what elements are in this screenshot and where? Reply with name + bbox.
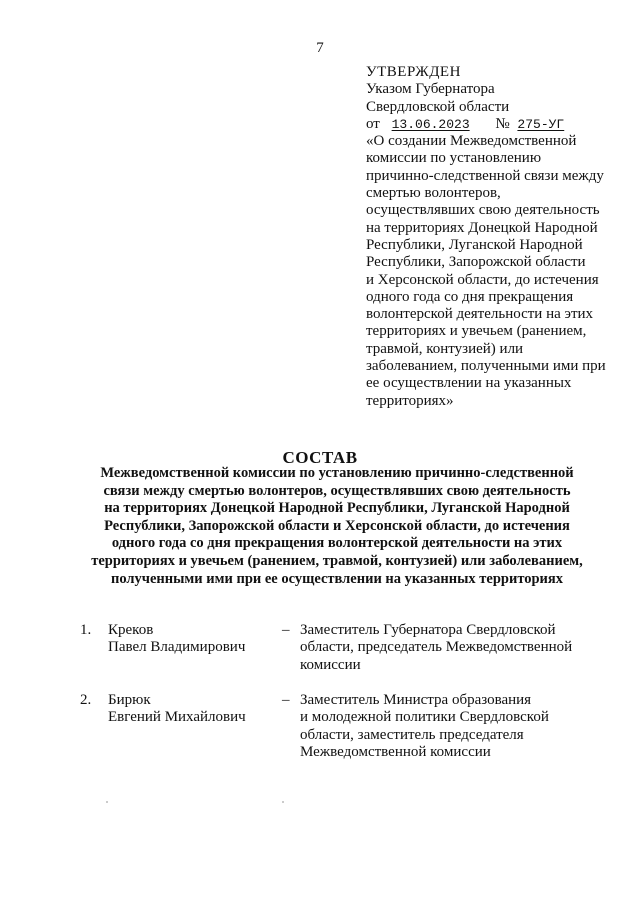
decree-date-number-line xyxy=(366,116,616,133)
member-dash: – xyxy=(282,692,290,708)
subtitle-line: территориях и увечьем (ранением, травмой, контузией) или заболеванием, xyxy=(91,552,583,569)
position-line: Заместитель Губернатора Свердловской xyxy=(300,622,556,638)
approval-block xyxy=(366,64,616,410)
decree-title-line: территориях» xyxy=(366,392,454,409)
member-row xyxy=(0,622,640,692)
position-line: комиссии xyxy=(300,656,361,673)
decree-title-line: заболеванием, полученными ими при xyxy=(366,358,606,375)
date-prefix: от xyxy=(366,115,380,132)
decree-title-line: смертью волонтеров, xyxy=(366,185,501,202)
decree-title-line: Республики, Запорожской области xyxy=(366,254,586,271)
decree-title-line: ее осуществлении на указанных xyxy=(366,375,572,392)
document-subtitle xyxy=(82,465,592,588)
decree-issuer-line: Указом Губернатора xyxy=(366,81,495,98)
subtitle-line: одного года со дня прекращения волонтерской деятельности на этих xyxy=(111,535,563,552)
member-number: 2. xyxy=(80,692,92,708)
number-prefix: № xyxy=(495,115,510,132)
decree-title-line: Республики, Луганской Народной xyxy=(366,236,583,253)
subtitle-line: на территориях Донецкой Народной Республики, Луганской Народной xyxy=(104,500,570,517)
decree-title-line: волонтерской деятельности на этих xyxy=(366,306,594,323)
decree-region-line: Свердловской области xyxy=(366,98,510,115)
decree-title-line: и Херсонской области, до истечения xyxy=(366,271,599,288)
decree-title-line: травмой, контузией) или xyxy=(366,340,524,357)
decree-title-line: причинно-следственной связи между xyxy=(366,167,604,184)
member-position xyxy=(300,692,590,761)
subtitle-line: связи между смертью волонтеров, осуществлявших свою деятельность xyxy=(103,482,571,499)
position-line: области, заместитель председателя xyxy=(300,726,524,743)
member-given-names: Павел Владимирович xyxy=(108,639,246,656)
member-row xyxy=(0,692,640,762)
member-number: 1. xyxy=(80,622,92,638)
member-dash: – xyxy=(282,622,290,638)
subtitle-line: Республики, Запорожской области и Херсонской области, до истечения xyxy=(104,517,570,534)
decree-title-line: на территориях Донецкой Народной xyxy=(366,219,598,236)
member-surname: Креков xyxy=(108,622,154,638)
subtitle-line: Межведомственной комиссии по установлению причинно-следственной xyxy=(100,465,574,481)
document-title: СОСТАВ xyxy=(282,448,358,467)
member-name xyxy=(108,622,268,657)
scan-speck xyxy=(106,801,108,803)
member-given-names: Евгений Михайлович xyxy=(108,709,246,726)
position-line: Межведомственной комиссии xyxy=(300,743,491,760)
decree-title-line: территориях и увечьем (ранением, xyxy=(366,323,587,340)
subtitle-line: полученными ими при ее осуществлении на указанных территориях xyxy=(110,570,564,587)
member-name xyxy=(108,692,268,727)
decree-title-line: «О создании Межведомственной xyxy=(366,133,577,150)
position-line: области, председатель Межведомственной xyxy=(300,639,573,656)
position-line: и молодежной политики Свердловской xyxy=(300,709,549,726)
approval-heading: УТВЕРЖДЕН xyxy=(366,64,461,80)
member-position xyxy=(300,622,590,674)
position-line: Заместитель Министра образования xyxy=(300,692,532,708)
member-surname: Бирюк xyxy=(108,692,151,708)
decree-title-line: осуществлявших свою деятельность xyxy=(366,202,600,219)
decree-number: 275-УГ xyxy=(517,116,565,132)
decree-date: 13.06.2023 xyxy=(391,116,470,132)
decree-title-line: одного года со дня прекращения xyxy=(366,288,574,305)
scan-speck xyxy=(282,801,284,803)
decree-title-line: комиссии по установлению xyxy=(366,150,542,167)
member-list xyxy=(0,622,640,762)
page-number: 7 xyxy=(316,40,324,56)
